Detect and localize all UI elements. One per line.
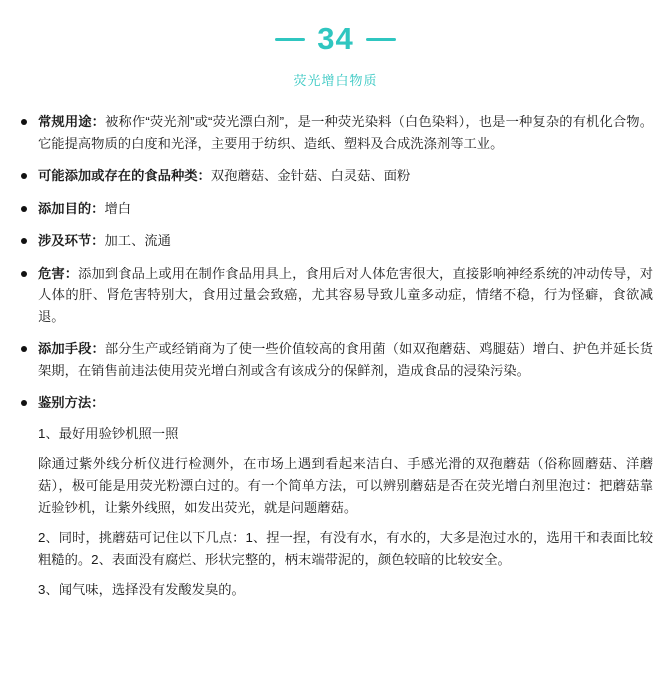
dash-left-icon xyxy=(275,38,305,41)
method-step: 2、同时，挑蘑菇可记住以下几点：1、捏一捏，有没有水，有水的，大多是泡过水的，选用干和表面比较粗糙的。2、表面没有腐烂、形状完整的，柄末端带泥的，颜色较暗的比较安全。 xyxy=(38,530,653,567)
page-header xyxy=(0,0,671,89)
document-content xyxy=(0,111,671,601)
list-item xyxy=(18,165,653,187)
method-step: 1、最好用验钞机照一照 xyxy=(38,425,179,441)
entry-text: 双孢蘑菇、金针菇、白灵菇、面粉 xyxy=(210,168,411,184)
page-title: 荧光增白物质 xyxy=(293,73,378,89)
method-step: 除通过紫外线分析仪进行检测外，在市场上遇到看起来洁白、手感光滑的双孢蘑菇（俗称圆蘑菇、洋蘑菇），极可能是用荧光粉漂白过的。有一个简单方法，可以辨别蘑菇是否在荧光增白剂里泡过：把蘑菇靠近验钞机，让紫外线照，如发出荧光，就是问题蘑菇。 xyxy=(38,456,653,515)
list-item xyxy=(18,230,653,252)
entry-text: 添加到食品上或用在制作食品用具上，食用后对人体危害很大，直接影响神经系统的冲动传导，对人体的肝、肾危害特别大，食用过量会致癌，尤其容易导致儿童多动症，情绪不稳，行为怪癖，食欲减退。 xyxy=(38,265,654,324)
entry-term: 添加目的： xyxy=(38,200,105,216)
identification-steps xyxy=(38,423,653,601)
entry-term: 常规用途： xyxy=(38,114,106,130)
entry-term: 添加手段： xyxy=(38,341,105,357)
list-item xyxy=(18,111,653,154)
dash-right-icon xyxy=(366,38,396,41)
entry-text: 被称作“荧光剂”或“荧光漂白剂”，是一种荧光染料（白色染料），也是一种复杂的有机化合物。它能提高物质的白度和光泽，主要用于纺织、造纸、塑料及合成洗涤剂等工业。 xyxy=(38,114,654,151)
entry-text: 部分生产或经销商为了使一些价值较高的食用菌（如双孢蘑菇、鸡腿菇）增白、护色并延长货架期，在销售前违法使用荧光增白剂或含有该成分的保鲜剂，造成食品的浸染污染。 xyxy=(38,341,654,378)
list-item xyxy=(18,263,653,328)
entry-list xyxy=(18,111,653,601)
entry-term: 鉴别方法： xyxy=(38,395,105,411)
list-item-identification-method xyxy=(18,392,653,600)
entry-number-row xyxy=(0,22,671,56)
method-step: 3、闻气味，选择没有发酸发臭的。 xyxy=(38,582,245,598)
entry-text: 加工、流通 xyxy=(104,233,171,249)
entry-text: 增白 xyxy=(104,200,132,216)
entry-number: 34 xyxy=(317,21,354,56)
entry-term: 危害： xyxy=(38,265,79,281)
entry-term: 涉及环节： xyxy=(38,233,105,249)
entry-term: 可能添加或存在的食品种类： xyxy=(38,168,211,184)
list-item xyxy=(18,198,653,220)
list-item xyxy=(18,338,653,381)
